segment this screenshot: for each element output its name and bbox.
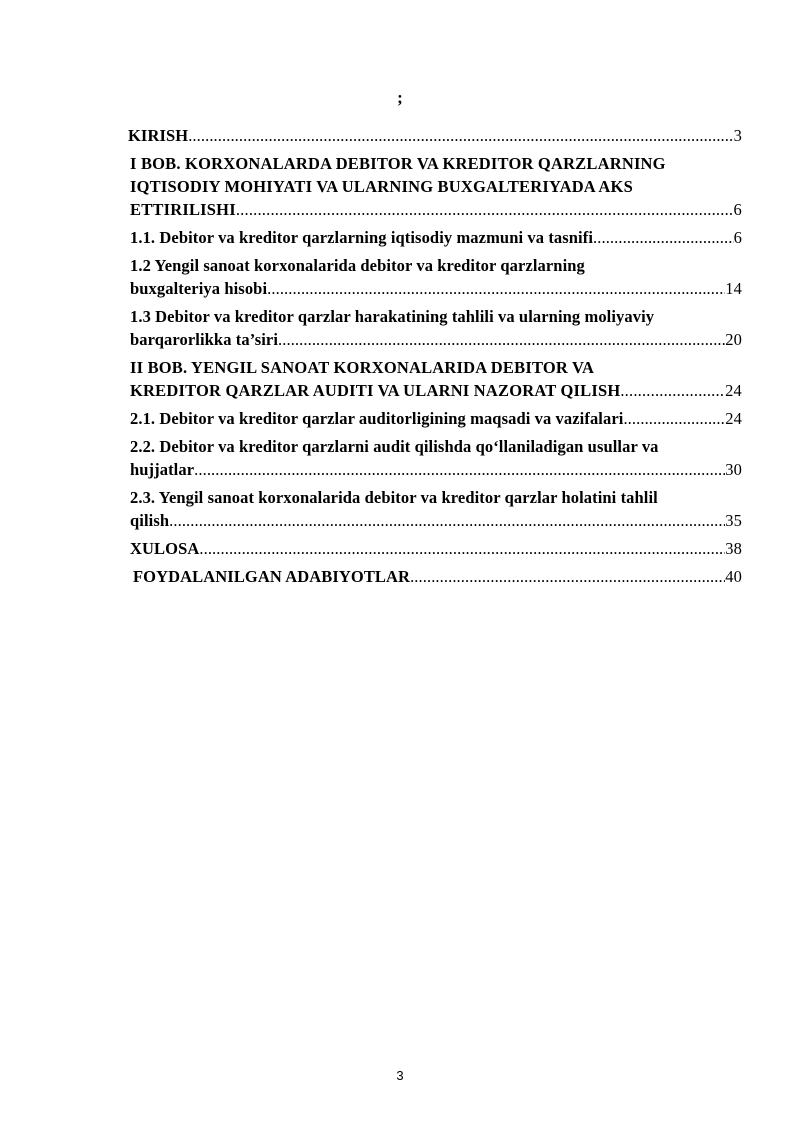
dot-leader xyxy=(267,277,725,300)
toc-entry-2-3[interactable] xyxy=(130,486,742,532)
toc-entry-title: KIRISH xyxy=(128,126,189,145)
dot-leader xyxy=(278,328,725,351)
dot-leader xyxy=(593,226,734,249)
toc-page-number: 24 xyxy=(725,409,742,428)
toc-entry-title: XULOSA xyxy=(130,539,200,558)
toc-entry-1-1[interactable] xyxy=(130,226,742,249)
toc-page-number: 30 xyxy=(725,460,742,479)
toc-entry-1-3[interactable] xyxy=(130,305,742,351)
dot-leader xyxy=(194,458,725,481)
toc-entry-adabiyotlar[interactable] xyxy=(133,565,742,588)
page-number: 3 xyxy=(396,1068,404,1083)
toc-entry-title: barqarorlikka ta’siri xyxy=(130,330,279,349)
toc-entry-2-2[interactable] xyxy=(130,435,742,481)
toc-entry-title-line: I BOB. KORXONALARDA DEBITOR VA KREDITOR QARZLARNING xyxy=(130,154,666,173)
toc-entry-title-line: 1.3 Debitor va kreditor qarzlar harakatining tahlili va ularning moliyaviy xyxy=(130,307,655,326)
toc-entry-2-1[interactable] xyxy=(130,407,742,430)
dot-leader xyxy=(199,537,725,560)
toc-page-number: 3 xyxy=(733,126,742,145)
dot-leader xyxy=(169,509,725,532)
toc-entry-title-line: II BOB. YENGIL SANOAT KORXONALARIDA DEBITOR VA xyxy=(130,358,595,377)
toc-entry-title: qilish xyxy=(130,511,170,530)
toc-entry-title: hujjatlar xyxy=(130,460,195,479)
toc-entry-chapter-2[interactable] xyxy=(130,356,742,402)
toc-entry-xulosa[interactable] xyxy=(130,537,742,560)
toc-page-number: 6 xyxy=(733,200,742,219)
toc-page-number: 38 xyxy=(725,539,742,558)
toc-entry-title: 1.1. Debitor va kreditor qarzlarning iqtisodiy mazmuni va tasnifi xyxy=(130,228,594,247)
toc-page-number: 35 xyxy=(725,511,742,530)
toc-entry-title: buxgalteriya hisobi xyxy=(130,279,268,298)
toc-entry-title-line: 2.3. Yengil sanoat korxonalarida debitor va kreditor qarzlar holatini tahlil xyxy=(130,488,658,507)
toc-entry-kirish[interactable] xyxy=(128,124,742,147)
toc-entry-title: KREDITOR QARZLAR AUDITI VA ULARNI NAZORAT QILISH xyxy=(130,381,621,400)
toc-entry-title: FOYDALANILGAN ADABIYOTLAR xyxy=(133,567,411,586)
toc-page-number: 40 xyxy=(725,567,742,586)
toc-entry-title-line: 2.2. Debitor va kreditor qarzlarni audit qilishda qo‘llaniladigan usullar va xyxy=(130,437,659,456)
toc-entry-1-2[interactable] xyxy=(130,254,742,300)
toc-heading-mark: ; xyxy=(397,88,403,107)
table-of-contents xyxy=(130,124,742,593)
toc-entry-title: 2.1. Debitor va kreditor qarzlar auditorligining maqsadi va vazifalari xyxy=(130,409,624,428)
dot-leader xyxy=(620,379,725,402)
dot-leader xyxy=(623,407,725,430)
toc-page-number: 20 xyxy=(725,330,742,349)
toc-entry-chapter-1[interactable] xyxy=(130,152,742,221)
toc-page-number: 14 xyxy=(725,279,742,298)
toc-entry-title-line: IQTISODIY MOHIYATI VA ULARNING BUXGALTERIYADA AKS xyxy=(130,177,633,196)
toc-page-number: 6 xyxy=(733,228,742,247)
dot-leader xyxy=(236,198,734,221)
toc-page-number: 24 xyxy=(725,381,742,400)
dot-leader xyxy=(410,565,725,588)
toc-entry-title-line: 1.2 Yengil sanoat korxonalarida debitor va kreditor qarzlarning xyxy=(130,256,585,275)
dot-leader xyxy=(188,124,733,147)
toc-entry-title: ETTIRILISHI xyxy=(130,200,236,219)
